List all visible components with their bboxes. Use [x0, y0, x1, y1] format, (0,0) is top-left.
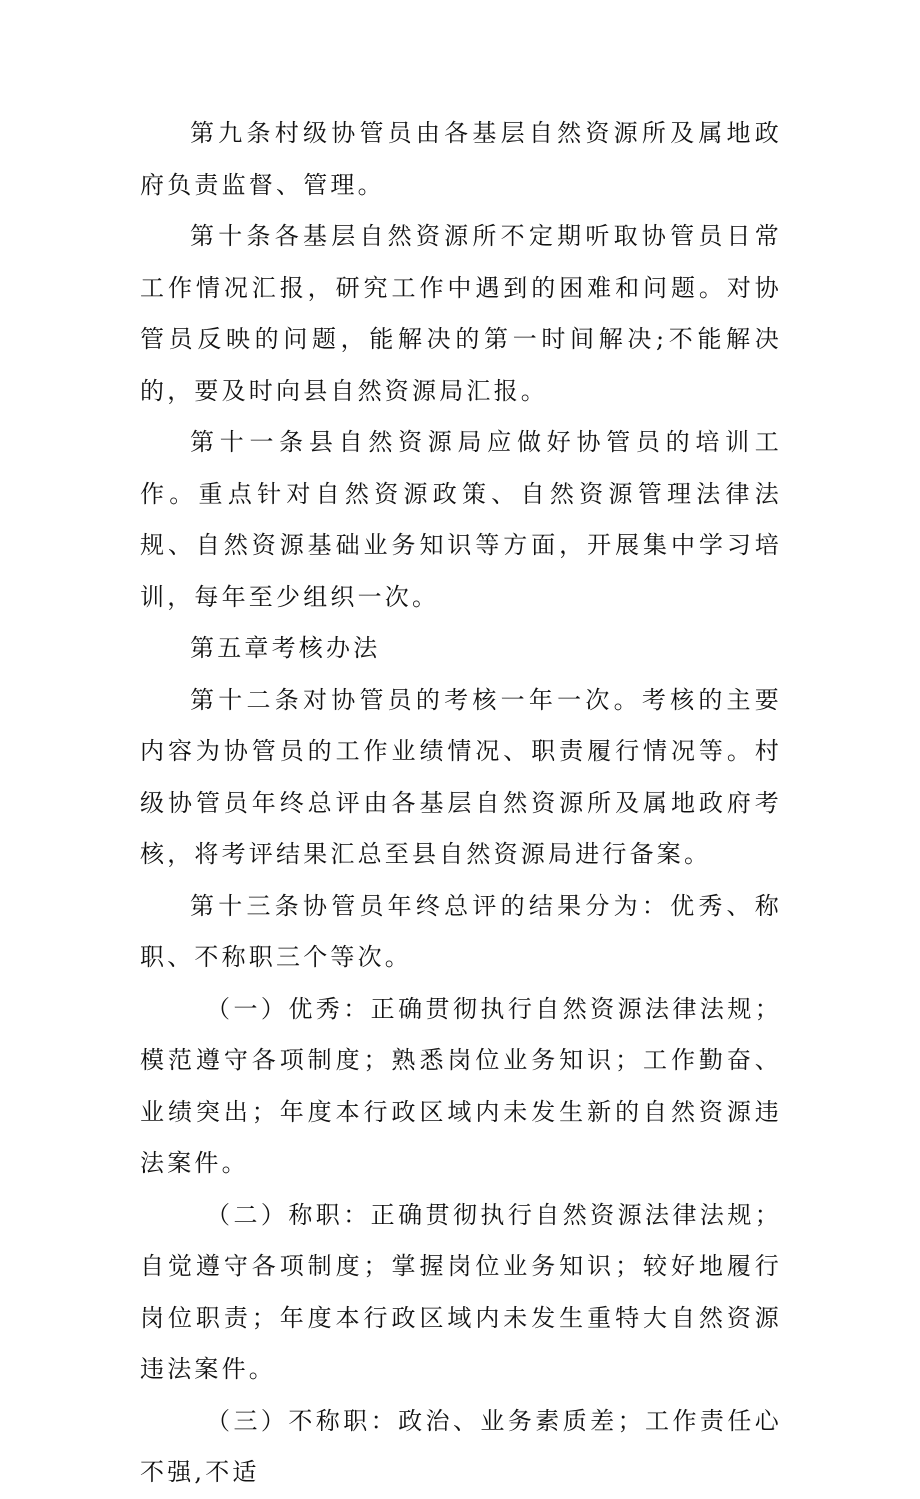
document-body — [140, 108, 782, 1499]
article-9-paragraph: 第九条村级协管员由各基层自然资源所及属地政府负责监督、管理。 — [140, 119, 782, 199]
article-13-paragraph: 第十三条协管员年终总评的结果分为：优秀、称职、不称职三个等次。 — [140, 891, 782, 971]
article-12-paragraph: 第十二条对协管员的考核一年一次。考核的主要内容为协管员的工作业绩情况、职责履行情况等。村级协管员年终总评由各基层自然资源所及属地政府考核，将考评结果汇总至县自然资源局进行备案。 — [140, 685, 782, 868]
grade-competent-item: （二）称职：正确贯彻执行自然资源法律法规；自觉遵守各项制度；掌握岗位业务知识；较好地履行岗位职责；年度本行政区域内未发生重特大自然资源违法案件。 — [140, 1200, 782, 1383]
grade-excellent-item: （一）优秀：正确贯彻执行自然资源法律法规；模范遵守各项制度；熟悉岗位业务知识；工作勤奋、业绩突出；年度本行政区域内未发生新的自然资源违法案件。 — [140, 994, 782, 1177]
article-10-paragraph: 第十条各基层自然资源所不定期听取协管员日常工作情况汇报，研究工作中遇到的困难和问题。对协管员反映的问题，能解决的第一时间解决;不能解决的，要及时向县自然资源局汇报。 — [140, 222, 782, 405]
grade-incompetent-item: （三）不称职：政治、业务素质差；工作责任心不强,不适 — [140, 1406, 782, 1486]
chapter-5-heading: 第五章考核办法 — [190, 634, 381, 662]
article-11-paragraph: 第十一条县自然资源局应做好协管员的培训工作。重点针对自然资源政策、自然资源管理法律法规、自然资源基础业务知识等方面，开展集中学习培训，每年至少组织一次。 — [140, 428, 782, 611]
